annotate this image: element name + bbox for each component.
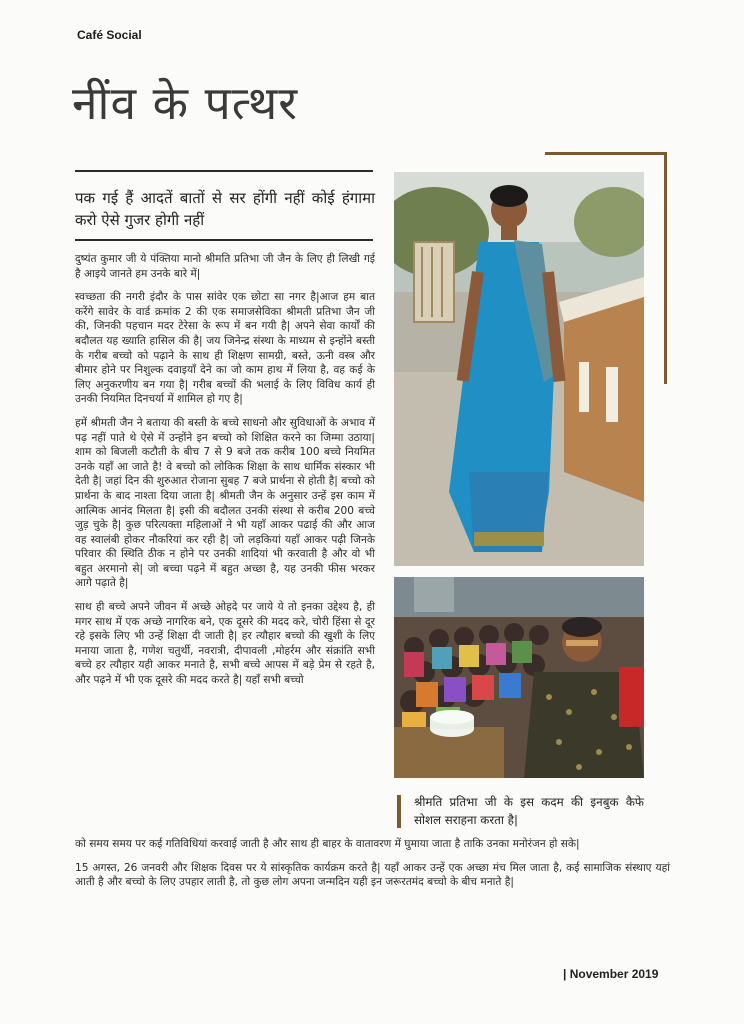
article-column <box>75 252 375 697</box>
portrait-photo <box>394 172 644 566</box>
paragraph-celebrations: 15 अगस्त, 26 जनवरी और शिक्षक दिवस पर ये सांस्कृतिक कार्यक्रम करते है| यहाँ आकर उन्हें एक अच्छा मंच मिल जाता है, कई सामाजिक संस्थाए यहां आती है और बच्चो के लिए उपहार लाती है, तो कुछ लोग अपना जन्मदिन यही इन जरूरतमंद बच्चो के बीच मनाते है| <box>75 861 670 889</box>
article-full-width <box>75 837 670 899</box>
caption-accent-bar <box>397 795 401 828</box>
section-label: Café Social <box>77 28 142 42</box>
issue-date: | November 2019 <box>563 967 659 981</box>
divider-top <box>75 170 373 172</box>
paragraph-intro: दुष्यंत कुमार जी ये पंक्तिया मानो श्रीमति प्रतिभा जी जैन के लिए ही लिखी गई है आइये जानते हम उनके बारे में| <box>75 253 375 280</box>
page-title: नींव के पत्थर <box>72 76 299 130</box>
paragraph-about: स्वच्छता की नगरी इंदौर के पास सांवेर एक छोटा सा नगर है|आज हम बात करेंगे सावेर के वार्ड क्रमांक 2 की एक समाजसेविका श्रीमती प्रतिभा जैन जी की, जिनकी पहचान मदर टेरेसा के रूप में बन गयी है| अपने सेवा कार्यों की बदौलत यह ख्याति हासिल की है| जय जिनेन्द्र संस्था के माध्यम से इन्होंने बस्ती के गरीब बच्चो को पढ़ाने के साथ ही शिक्षण सामग्री, बस्ते, ऊनी वस्त्र और बीमार होने पर निशुल्क दवाइयाँ देने का जो काम हाथ में लिया है, वह कई के लिए अनुकरणीय बन गया है| गरीब बच्चों की भलाई के लिए विविध कार्य ही उनकी नियमित दिनचर्या में शामिल हो गए है| <box>75 291 375 406</box>
photo-caption: श्रीमति प्रतिभा जी के इस कदम की इनबुक कैफे सोशल सराहना करता है| <box>414 795 644 827</box>
paragraph-activities: को समय समय पर कई गतिविधियां करवाई जाती है और साथ ही बाहर के वातावरण में घुमाया जाता है ताकि उनका मनोरंजन हो सके| <box>75 838 580 850</box>
paragraph-education: हमें श्रीमती जैन ने बताया की बस्ती के बच्चे साधनो और सुविधाओं के अभाव में पढ़ नहीं पाते थे ऐसे में उन्होंने इन बच्चो को शिक्षित करने का जिम्मा उठाया| शाम को बिजली कटौती के बीच 7 से 9 बजे तक करीब 100 बच्चे नियमित उनके यहाँ आ जाते है! वे बच्चो को लोकिक शिक्षा के साथ धार्मिक संस्कार भी देती है| जहां दिन की शुरुआत रोजाना सुबह 7 बजे प्रार्थना से होती है| बच्चो को प्रार्थना के बाद नाश्ता दिया जाता है| श्रीमती जैन के अनुसार उन्हें इस काम में आत्मिक आनंद मिलता है| इसी की बदौलत उनकी संस्था से करीब 200 बच्चे जुड़ चुके है| कुछ परित्यक्ता महिलाओं ने भी यहाँ आकर पढाई की और आज वह स्वालंबी होकर नौकरियां कर रही है| जो लड़कियां यहाँ आकर पढ़ी जिनके परिवार की स्थिति ठीक न होने पर उनकी शादियां भी करवाती है और वो भी बहुत अरमानो से| जो बच्चा पढ़ने में बहुत अच्छा है, यह उनकी फीस भरकर आगे पढ़ाते है| <box>75 416 375 590</box>
accent-frame-top <box>545 152 667 155</box>
accent-frame-right <box>664 152 667 384</box>
group-photo <box>394 577 644 778</box>
pull-quote: पक गई हैं आदतें बातों से सर होंगी नहीं कोई हंगामा करो ऐसे गुजर होगी नहीं <box>75 189 375 229</box>
paragraph-values: साथ ही बच्चे अपने जीवन में अच्छे ओहदे पर जाये ये तो इनका उद्देश्य है, ही मगर साथ में एक अच्छे नागरिक बने, एक दूसरे की मदद करे, चोरी हिंसा से दूर रहे इसके लिए भी उन्हें शिक्षा दी जाती है| हर त्यौहार बच्चो की खुशी के लिए मनाया जाता है, गणेश चतुर्थी, नवरात्री, दीपावली ,मोहर्रम और संक्रांति सभी बच्चे हर त्यौहार यही आकर मनाते है, सभी बच्चे आपस में बड़े प्रेम से रहते है, और पढ़ने में भी एक दूसरे की मदद करते है| यहाँ सभी बच्चो <box>75 601 375 687</box>
divider-bottom <box>75 239 373 241</box>
